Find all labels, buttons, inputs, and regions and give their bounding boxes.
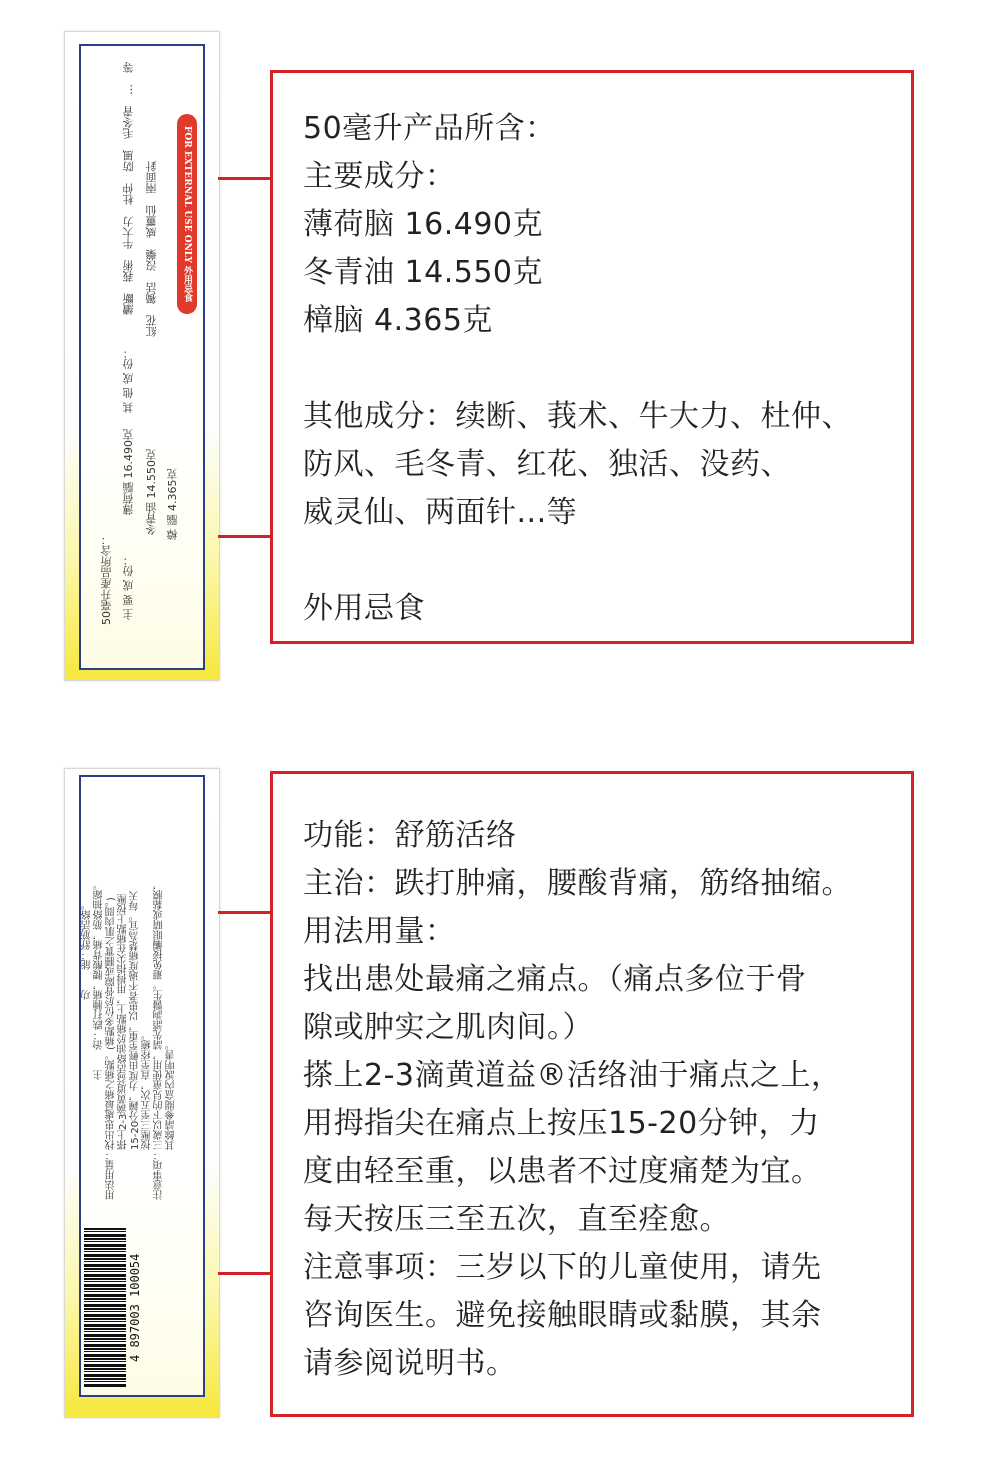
package-indications: 主 治：跌打腫痛，腰酸背痛，筋絡抽縮。 xyxy=(94,880,105,1080)
package-usage-4: 按壓三至五次，直至痊癒。 xyxy=(142,1030,153,1200)
usage-line-3: 搽上2-3滴黄道益®活络油于痛点之上， xyxy=(303,1058,842,1093)
package-usage-2: 搽上2-3滴黃道益活絡油於痛點上，用拇指尖在痛點上按壓 xyxy=(118,893,129,1200)
usage-line-1: 找出患处最痛之痛点。（痛点多位于骨 xyxy=(303,962,807,997)
package-main-ingredient-3: 樟 腦 4.365克 xyxy=(166,468,179,540)
external-use-badge: FOR EXTERNAL USE ONLY 外用忌食 xyxy=(177,114,197,314)
package-title: 50毫升產品所含： xyxy=(100,534,113,625)
callout-line-top-1 xyxy=(218,177,272,180)
usage-line-5: 度由轻至重，以患者不过度痛楚为宜。 xyxy=(303,1154,822,1189)
other-ingredients-line-2: 防风、毛冬青、红花、独活、没药、 xyxy=(303,447,791,482)
callout-line-bottom-1 xyxy=(218,911,272,914)
ingredient-camphor: 樟脑 4.365克 xyxy=(303,303,493,338)
indications-line: 主治：跌打肿痛，腰酸背痛，筋络抽缩。 xyxy=(303,866,852,901)
function-line: 功能：舒筋活络 xyxy=(303,818,517,853)
spacer xyxy=(303,345,881,393)
ingredients-title: 50毫升产品所含： xyxy=(303,111,556,146)
package-precautions-2: 其餘請參閱盒內說明書。 xyxy=(166,1040,177,1200)
other-ingredients-line-3: 威灵仙、两面针...等 xyxy=(303,495,578,530)
main-ingredients-label: 主要成分： xyxy=(303,159,456,194)
package-main-ingredient-1: 薄荷腦 16.490克 xyxy=(122,429,135,515)
precautions-line-3: 请参阅说明书。 xyxy=(303,1346,517,1381)
spacer xyxy=(303,537,881,585)
package-main-ingredient-2: 冬青油 14.550克 xyxy=(145,449,158,535)
usage-line-2: 隙或肿实之肌肉间。） xyxy=(303,1010,593,1045)
ingredient-menthol: 薄荷脑 16.490克 xyxy=(303,207,544,242)
package-other-label: 其 他 成 份： xyxy=(122,347,135,413)
package-other-ingredients-col2: 紅花 獨活 沒藥 威靈仙 兩面針 xyxy=(145,161,158,337)
other-ingredients-line-1: 其他成分：续断、莪术、牛大力、杜仲、 xyxy=(303,399,852,434)
ingredients-info-panel xyxy=(270,70,914,644)
package-usage-1: 用法用量：找出患處最痛之痛點。(痛點多位於骨隙或腫實之肌肉間。) xyxy=(106,897,117,1200)
package-other-ingredients-col1: 續斷 莪術 牛大力 杜仲 防風 毛冬青 … 等 xyxy=(122,62,135,315)
usage-line-4: 用拇指尖在痛点上按压15-20分钟，力 xyxy=(303,1106,820,1141)
barcode-digits: 4 897003 100054 xyxy=(128,1253,142,1363)
package-side-ingredients xyxy=(64,31,220,681)
callout-line-top-2 xyxy=(218,535,272,538)
precautions-line-2: 咨询医生。避免接触眼睛或黏膜，其余 xyxy=(303,1298,822,1333)
package-precautions-1: 注意事項：三歲以下的兒童使用，請先諮詢醫生。避免接觸眼睛或黏膜， xyxy=(154,880,165,1200)
usage-line-6: 每天按压三至五次，直至痊愈。 xyxy=(303,1202,730,1237)
usage-info-panel xyxy=(270,771,914,1417)
ingredient-wintergreen-oil: 冬青油 14.550克 xyxy=(303,255,544,290)
package-usage-3: 15-20分鐘，力度由輕至重，以患者不過度痛楚為宜。每天 xyxy=(130,890,141,1200)
callout-line-bottom-2 xyxy=(218,1272,272,1275)
barcode xyxy=(84,1228,126,1388)
external-use-note: 外用忌食 xyxy=(303,591,425,626)
package-main-label: 主 要 成 份： xyxy=(122,554,135,620)
usage-label: 用法用量： xyxy=(303,914,456,949)
package-function: 功 能：舒筋活絡。 xyxy=(82,900,93,1000)
precautions-line-1: 注意事项：三岁以下的儿童使用，请先 xyxy=(303,1250,822,1285)
